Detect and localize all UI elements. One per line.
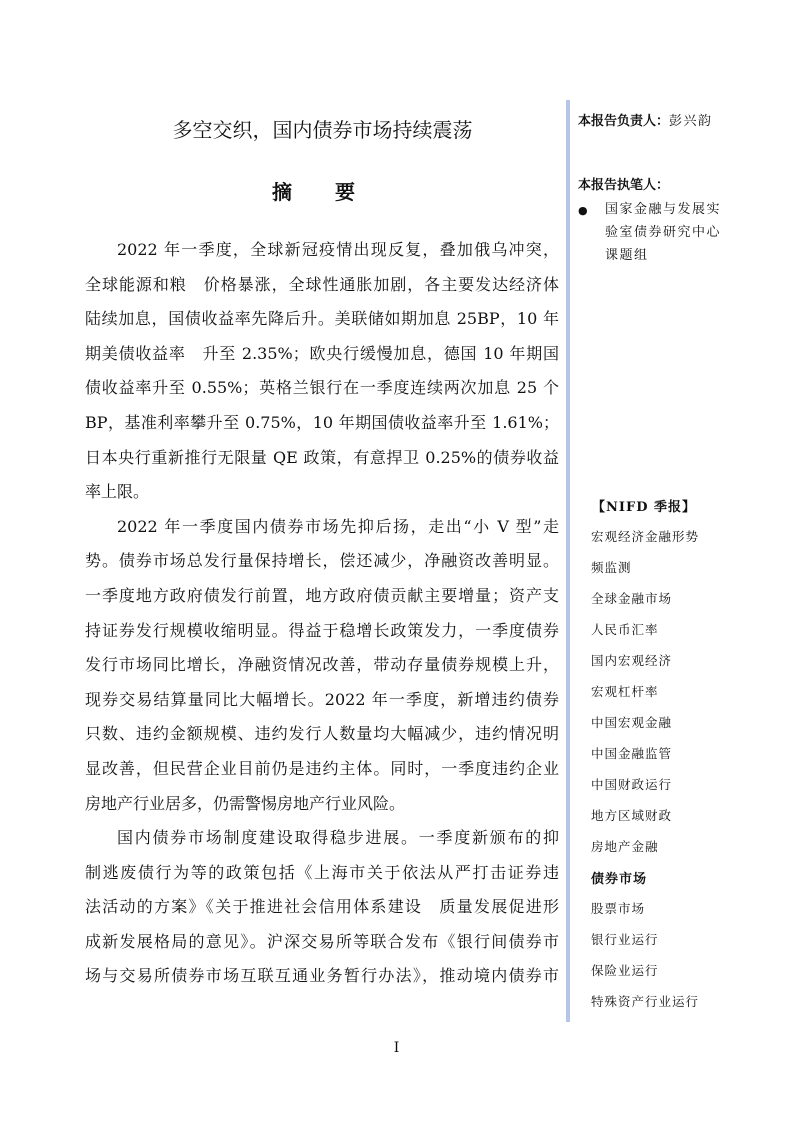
paragraph-line: 2022 年一季度国内债券市场先抑后扬，走出“小 V 型”走 xyxy=(117,516,559,536)
series-item[interactable]: 地方区域财政 xyxy=(591,808,673,823)
paragraph-line: 势。债券市场总发行量保持增长，偿还减少，净融资改善明显。 xyxy=(85,551,559,571)
series-item[interactable]: 债券市场 xyxy=(591,872,648,887)
paragraph-line: 债收益率升至 0.55%；英格兰银行在一季度连续两次加息 25 个 xyxy=(85,378,559,398)
page-number: I xyxy=(393,1040,400,1056)
writer-label: 本报告执笔人： xyxy=(578,178,670,193)
writer-name: 国家金融与发展实验室债券研究中心课题组 xyxy=(605,202,722,263)
paragraph-line: 率上限。 xyxy=(85,482,150,502)
responsible-label: 本报告负责人： xyxy=(578,114,670,129)
paragraph-line: 日本央行重新推行无限量 QE 政策，有意捍卫 0.25%的债券收益 xyxy=(85,447,559,467)
responsible-line xyxy=(578,110,713,129)
paragraph-line: 房地产行业居多，仍需警惕房地产行业风险。 xyxy=(85,793,406,813)
paragraph-line: BP，基准利率攀升至 0.75%，10 年期国债收益率升至 1.61%； xyxy=(85,412,559,432)
series-item[interactable]: 特殊资产行业运行 xyxy=(591,994,700,1009)
paragraph-line: 成新发展格局的意见》。沪深交易所等联合发布《银行间债券市 xyxy=(85,931,559,951)
bullet-icon: ● xyxy=(578,204,588,217)
series-item[interactable]: 保险业运行 xyxy=(591,963,659,978)
paragraph-line: 持证券发行规模收缩明显。得益于稳增长政策发力，一季度债券 xyxy=(85,620,559,640)
paragraph-line: 发行市场同比增长，净融资情况改善，带动存量债券规模上升， xyxy=(85,655,559,675)
sidebar-divider xyxy=(566,100,570,1022)
paragraph-line: 期美债收益率 升至 2.35%；欧央行缓慢加息，德国 10 年期国 xyxy=(85,343,559,363)
paragraph-line: 现券交易结算量同比大幅增长。2022 年一季度，新增违约债券 xyxy=(85,689,559,709)
series-item[interactable]: 频监测 xyxy=(591,560,632,575)
abstract-body xyxy=(85,233,559,994)
series-label: 【NIFD 季报】 xyxy=(592,500,696,515)
paragraph-line: 法活动的方案》《关于推进社会信用体系建设 质量发展促进形 xyxy=(85,897,559,917)
paragraph-line: 制逃废债行为等的政策包括《上海市关于依法从严打击证券违 xyxy=(85,862,559,882)
series-item[interactable]: 股票市场 xyxy=(591,901,646,916)
paragraph-line: 一季度地方政府债发行前置，地方政府债贡献主要增量；资产支 xyxy=(85,585,559,605)
paragraph-line: 全球能源和粮 价格暴涨，全球性通胀加剧，各主要发达经济体 xyxy=(85,274,559,294)
responsible-name: 彭兴韵 xyxy=(669,114,713,129)
series-item[interactable]: 宏观经济金融形势 xyxy=(591,529,700,544)
paragraph-line: 只数、违约金额规模、违约发行人数量均大幅减少，违约情况明 xyxy=(85,724,559,744)
paragraph-line: 场与交易所债券市场互联互通业务暂行办法》，推动境内债券市 xyxy=(85,966,559,986)
series-item[interactable]: 人民币汇率 xyxy=(591,622,659,637)
paragraph-line: 陆续加息，国债收益率先降后升。美联储如期加息 25BP，10 年 xyxy=(85,309,559,329)
paragraph-line: 2022 年一季度，全球新冠疫情出现反复，叠加俄乌冲突， xyxy=(117,240,559,259)
series-item[interactable]: 中国财政运行 xyxy=(591,777,673,792)
series-item[interactable]: 国内宏观经济 xyxy=(591,653,673,668)
series-item[interactable]: 宏观杠杆率 xyxy=(591,684,659,699)
paragraph-line: 显改善，但民营企业目前仍是违约主体。同时，一季度违约企业 xyxy=(85,758,559,778)
series-item[interactable]: 房地产金融 xyxy=(591,839,659,854)
series-item[interactable]: 中国宏观金融 xyxy=(591,715,673,730)
series-item[interactable]: 全球金融市场 xyxy=(591,591,673,606)
series-item[interactable]: 银行业运行 xyxy=(591,932,659,947)
abstract-heading: 摘 要 xyxy=(272,180,373,204)
paragraph-line: 国内债券市场制度建设取得稳步进展。一季度新颁布的抑 xyxy=(117,828,559,848)
series-item[interactable]: 中国金融监管 xyxy=(591,746,673,761)
report-title: 多空交织，国内债券市场持续震荡 xyxy=(172,118,473,142)
